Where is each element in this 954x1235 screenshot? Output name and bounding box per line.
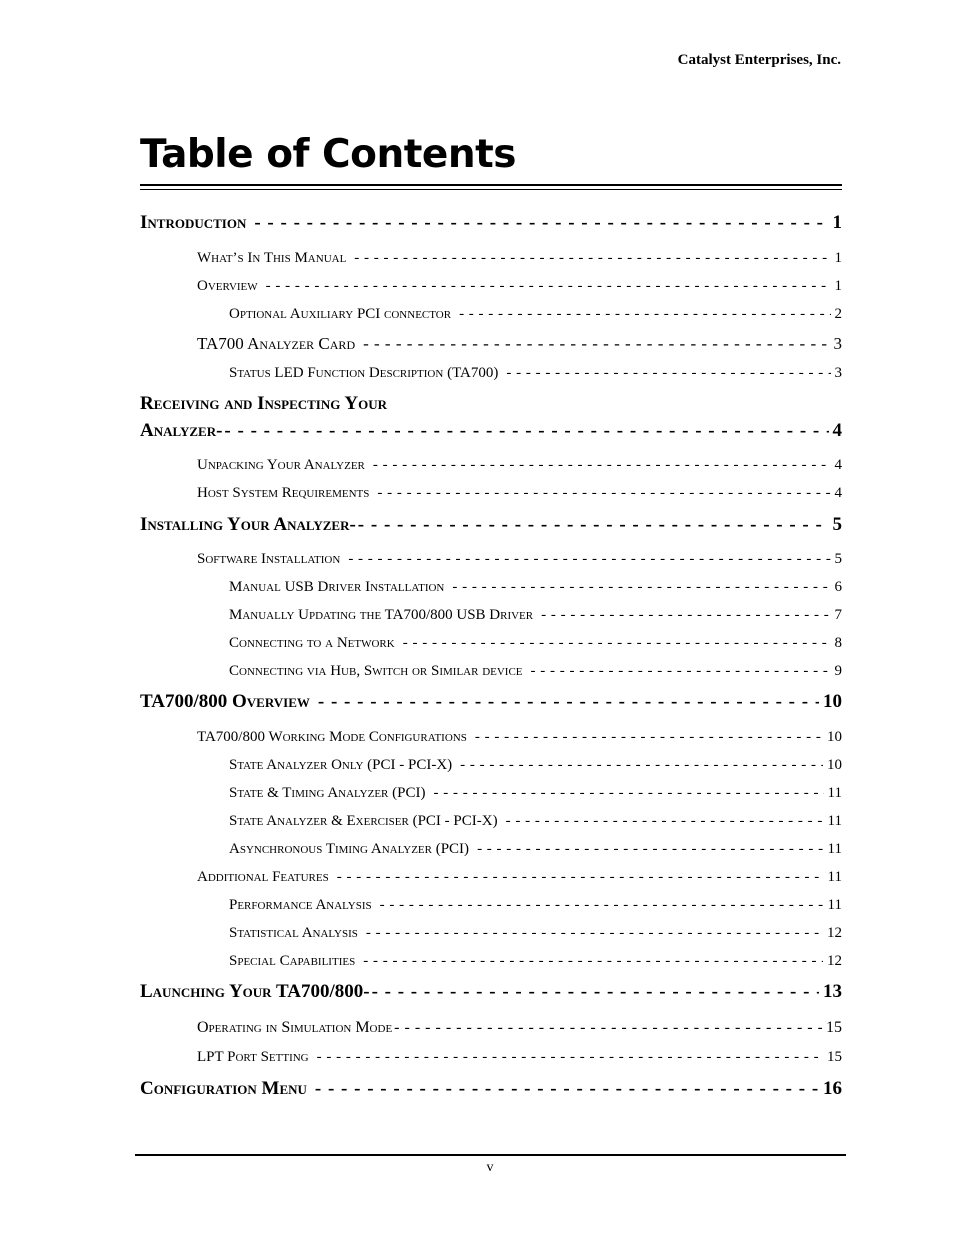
toc-entry-receiving-inspecting[interactable]: [140, 420, 842, 442]
toc-entry-manual-usb-driver[interactable]: [229, 579, 842, 596]
toc-page: 10: [827, 757, 842, 773]
toc-leader: [506, 813, 824, 830]
toc-leader: [363, 953, 823, 970]
page-title: Table of Contents: [140, 132, 516, 177]
toc-entry-state-analyzer-only[interactable]: [229, 757, 842, 774]
footer-page-number: v: [486, 1160, 494, 1175]
toc-label: Additional Features: [197, 869, 329, 885]
toc-label: Host System Requirements: [197, 485, 370, 501]
toc-entry-software-installation[interactable]: [197, 551, 842, 568]
toc-label: Manual USB Driver Installation: [229, 579, 445, 595]
toc-leader: [266, 278, 831, 295]
toc-leader: [377, 485, 830, 502]
toc-entry-additional-features[interactable]: [197, 869, 842, 886]
toc-leader: [363, 334, 829, 354]
toc-entry-status-led[interactable]: [229, 365, 842, 382]
toc-leader: [354, 250, 830, 267]
toc-page: 4: [834, 485, 842, 501]
toc-entry-state-exerciser[interactable]: [229, 813, 842, 830]
toc-page: 16: [823, 1078, 842, 1099]
toc-leader: [315, 1078, 819, 1100]
toc-entry-whats-in-this-manual[interactable]: [197, 250, 842, 267]
toc-leader: [541, 607, 830, 624]
title-rule-thin: [140, 189, 842, 190]
toc-entry-special-capabilities[interactable]: [229, 953, 842, 970]
toc-entry-connecting-network[interactable]: [229, 635, 842, 652]
toc-entry-state-timing[interactable]: [229, 785, 842, 802]
toc-leader: [373, 457, 831, 474]
toc-label: Software Installation: [197, 551, 341, 567]
toc-label: TA700 Analyzer Card: [197, 334, 356, 353]
company-name: Catalyst Enterprises, Inc.: [677, 52, 841, 68]
title-rule: [140, 184, 842, 186]
toc-page: 12: [827, 953, 842, 969]
toc-leader: [348, 551, 830, 568]
toc-entry-simulation-mode[interactable]: [197, 1019, 842, 1037]
toc-label: State Analyzer & Exerciser (PCI - PCI-X): [229, 813, 498, 829]
toc-leader: [531, 663, 831, 680]
toc-entry-overview[interactable]: [197, 278, 842, 295]
toc-entry-optional-auxiliary-pci[interactable]: [229, 306, 842, 323]
toc-page: 4: [832, 420, 842, 441]
toc-label: Installing Your Analyzer-: [140, 514, 356, 535]
toc-label: State Analyzer Only (PCI - PCI-X): [229, 757, 453, 773]
toc-page: 5: [832, 514, 842, 535]
toc-leader: [433, 785, 823, 802]
toc-label: Statistical Analysis: [229, 925, 358, 941]
toc-page: 10: [823, 691, 842, 712]
toc-label: Unpacking Your Analyzer: [197, 457, 365, 473]
toc-page: 11: [827, 813, 842, 829]
toc-page: 9: [834, 663, 842, 679]
toc-leader: [394, 1019, 822, 1037]
toc-leader: [459, 306, 830, 323]
toc-entry-installing[interactable]: [140, 514, 842, 536]
footer-rule: [135, 1154, 846, 1156]
toc-label-line1[interactable]: Receiving and Inspecting Your: [140, 393, 388, 414]
toc-entry-performance-analysis[interactable]: [229, 897, 842, 914]
toc-page: 3: [833, 334, 842, 353]
toc-page: 1: [834, 250, 842, 266]
toc-entry-lpt-port[interactable]: [197, 1049, 842, 1066]
toc-page: 15: [827, 1049, 842, 1065]
toc-page: 11: [827, 785, 842, 801]
toc-leader: [477, 841, 823, 858]
toc-entry-configuration-menu[interactable]: [140, 1078, 842, 1100]
toc-label: Asynchronous Timing Analyzer (PCI): [229, 841, 470, 857]
toc-entry-ta700-800-overview[interactable]: [140, 691, 842, 713]
toc-page: 4: [834, 457, 842, 473]
toc-page: 12: [827, 925, 842, 941]
toc-page: 2: [834, 306, 842, 322]
toc-label: Manually Updating the TA700/800 USB Driver: [229, 607, 534, 623]
toc-label: Performance Analysis: [229, 897, 372, 913]
toc-label: Introduction: [140, 212, 247, 233]
toc-label: LPT Port Setting: [197, 1049, 309, 1065]
toc-page: 7: [834, 607, 842, 623]
toc-label: Status LED Function Description (TA700): [229, 365, 499, 381]
toc-entry-connecting-hub[interactable]: [229, 663, 842, 680]
toc-leader: [380, 897, 824, 914]
toc-page: 13: [823, 981, 842, 1002]
toc-entry-working-mode[interactable]: [197, 729, 842, 746]
toc-label: What’s In This Manual: [197, 250, 347, 266]
toc-leader: [506, 365, 830, 382]
toc-label: State & Timing Analyzer (PCI): [229, 785, 426, 801]
toc-label: Connecting via Hub, Switch or Similar device: [229, 663, 523, 679]
toc-entry-host-system[interactable]: [197, 485, 842, 502]
toc-page: 3: [834, 365, 842, 381]
toc-label: Configuration Menu: [140, 1078, 307, 1099]
toc-label: Launching Your TA700/800-: [140, 981, 370, 1002]
toc-label: Operating in Simulation Mode: [197, 1019, 393, 1036]
toc-page: 15: [826, 1019, 842, 1036]
toc-leader: [475, 729, 823, 746]
toc-page: 8: [834, 635, 842, 651]
toc-leader: [224, 420, 828, 442]
toc-leader: [317, 1049, 823, 1066]
toc-entry-unpacking[interactable]: [197, 457, 842, 474]
toc-label: Optional Auxiliary PCI connector: [229, 306, 452, 322]
toc-page: 11: [827, 897, 842, 913]
toc-entry-statistical-analysis[interactable]: [229, 925, 842, 942]
toc-label: Overview: [197, 278, 258, 294]
toc-page: 6: [834, 579, 842, 595]
toc-leader: [403, 635, 831, 652]
toc-label: TA700/800 Overview: [140, 691, 310, 712]
toc-page: 11: [827, 869, 842, 885]
toc-label: Analyzer-: [140, 420, 223, 441]
toc-entry-async-timing[interactable]: [229, 841, 842, 858]
toc-leader: [366, 925, 823, 942]
toc-label: TA700/800 Working Mode Configurations: [197, 729, 467, 745]
toc-page: 10: [827, 729, 842, 745]
toc-entry-manually-updating[interactable]: [229, 607, 842, 624]
toc-label: Connecting to a Network: [229, 635, 395, 651]
toc-leader: [460, 757, 823, 774]
toc-leader: [372, 981, 819, 1003]
toc-page: 1: [834, 278, 842, 294]
toc-leader: [254, 212, 828, 234]
toc-entry-introduction[interactable]: [140, 212, 842, 234]
toc-page: 11: [827, 841, 842, 857]
toc-entry-launching[interactable]: [140, 981, 842, 1003]
toc-leader: [318, 691, 819, 713]
toc-page: 5: [834, 551, 842, 567]
toc-leader: [452, 579, 830, 596]
toc-entry-ta700-analyzer-card[interactable]: [197, 334, 842, 354]
toc-leader: [358, 514, 829, 536]
toc-label: Special Capabilities: [229, 953, 356, 969]
toc-page: 1: [832, 212, 842, 233]
toc-leader: [337, 869, 824, 886]
